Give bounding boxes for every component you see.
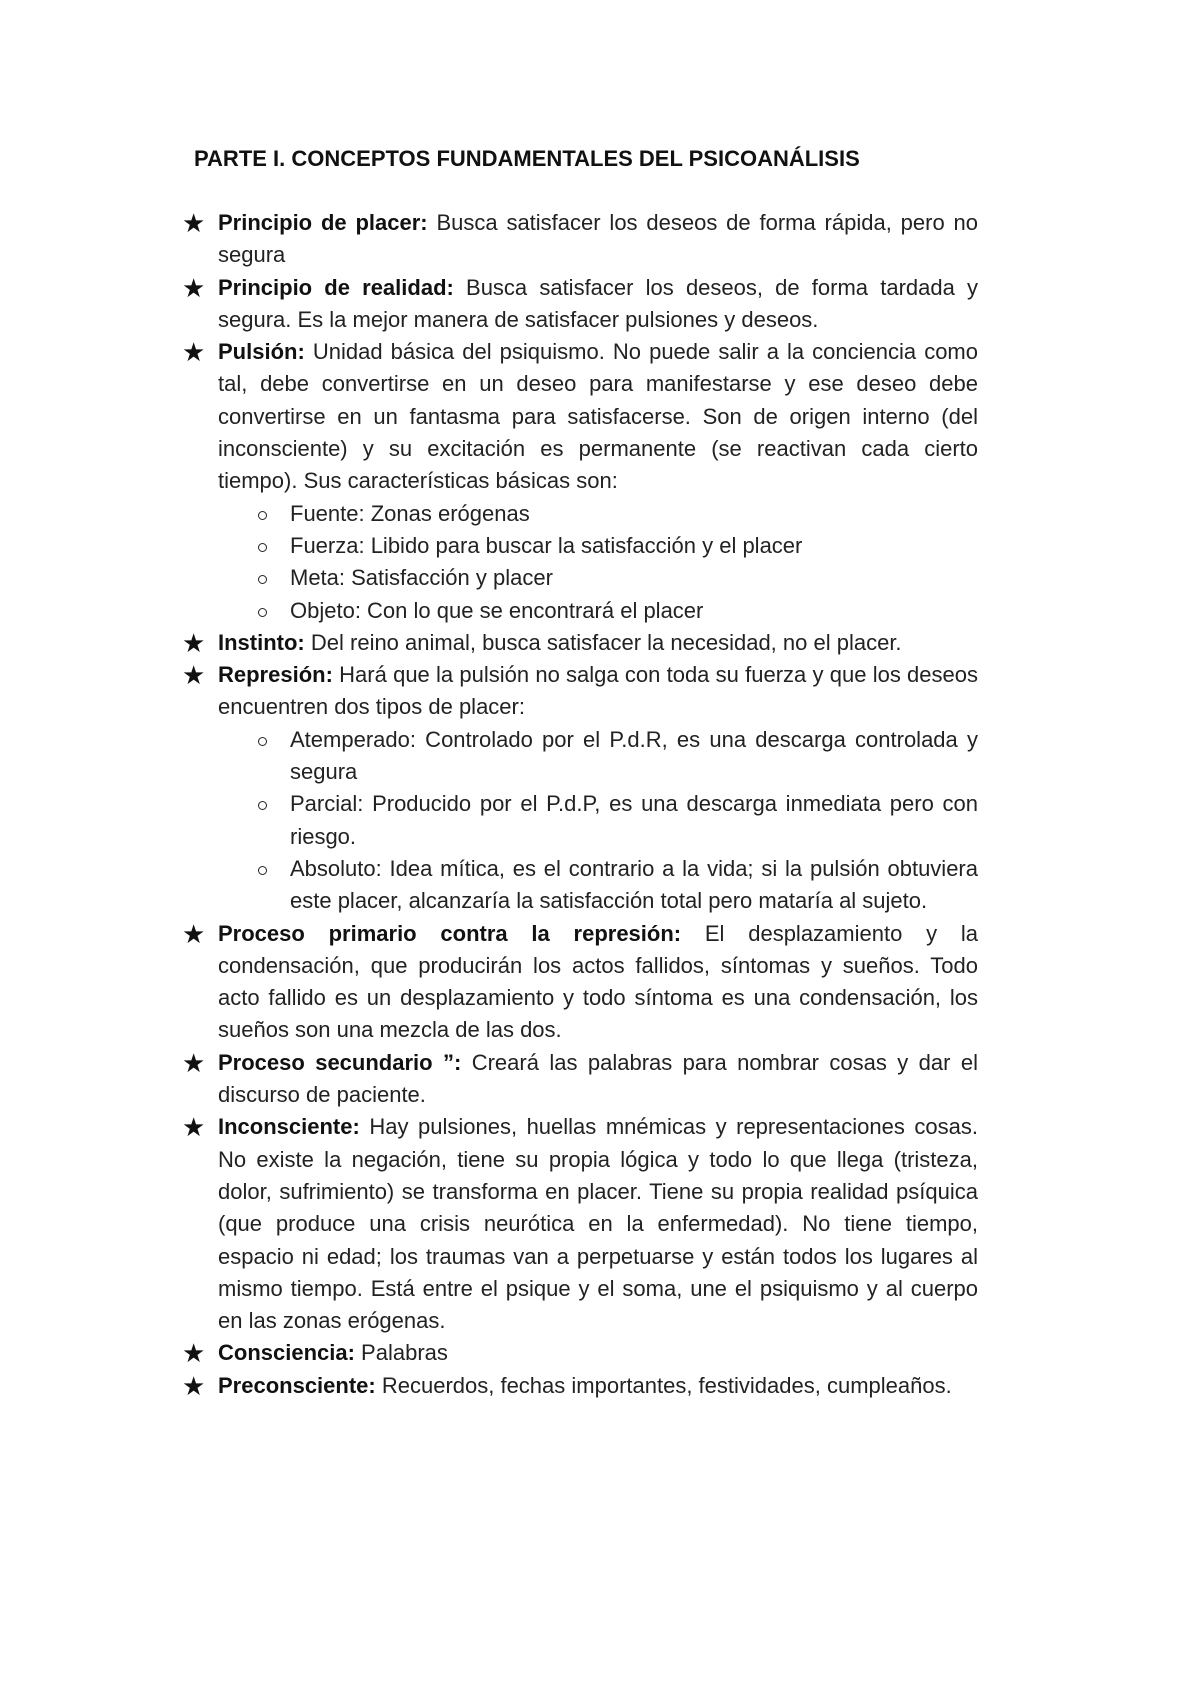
concept-definition: Busca satisfacer los deseos de forma rápida, pero no segura bbox=[218, 210, 978, 268]
concept-term: Principio de realidad: bbox=[218, 274, 454, 300]
list-item bbox=[182, 272, 979, 337]
concept-term: Inconsciente: bbox=[218, 1114, 360, 1140]
circle-bullet-icon bbox=[258, 737, 267, 746]
list-item bbox=[182, 1111, 978, 1337]
list-item bbox=[182, 627, 978, 659]
star-bullet-icon: ★ bbox=[182, 918, 206, 949]
list-item bbox=[182, 918, 978, 1047]
circle-bullet-icon bbox=[258, 575, 267, 584]
list-item bbox=[182, 207, 978, 272]
page-title: PARTE I. CONCEPTOS FUNDAMENTALES DEL PSICOANÁLISIS bbox=[194, 146, 860, 171]
list-item bbox=[182, 659, 978, 917]
concept-definition: El desplazamiento y la condensación, que producirán los actos fallidos, síntomas y sueños. Todo acto fallido es un desplazamiento y todo síntoma es una condensación, los sueños son una mezcla de las dos. bbox=[218, 920, 978, 1043]
concept-term: Instinto: bbox=[218, 629, 305, 655]
star-bullet-icon: ★ bbox=[182, 337, 206, 368]
concept-definition: Busca satisfacer los deseos, de forma tardada y segura. Es la mejor manera de satisfacer pulsiones y deseos. bbox=[218, 274, 979, 332]
sub-list-item: Atemperado: Controlado por el P.d.R, es una descarga controlada y segura bbox=[290, 724, 978, 789]
circle-bullet-icon bbox=[258, 543, 267, 552]
concept-definition: Recuerdos, fechas importantes, festividades, cumpleaños. bbox=[375, 1372, 952, 1398]
concept-definition: Creará las palabras para nombrar cosas y dar el discurso de paciente. bbox=[218, 1049, 978, 1108]
concept-term: Proceso primario contra la represión: bbox=[218, 920, 682, 946]
star-bullet-icon: ★ bbox=[182, 272, 206, 303]
star-bullet-icon: ★ bbox=[182, 1112, 206, 1143]
sub-list-item: Absoluto: Idea mítica, es el contrario a la vida; si la pulsión obtuviera este placer, alcanzaría la satisfacción total pero mataría al sujeto. bbox=[290, 853, 978, 918]
circle-bullet-icon bbox=[258, 608, 267, 617]
concept-term: Preconsciente: bbox=[218, 1372, 376, 1398]
concept-list bbox=[182, 207, 979, 1402]
sub-list bbox=[218, 498, 978, 627]
list-item bbox=[182, 1370, 978, 1402]
sub-list-item: Meta: Satisfacción y placer bbox=[290, 562, 978, 594]
concept-term: Principio de placer: bbox=[218, 210, 428, 235]
sub-list-item: Parcial: Producido por el P.d.P, es una descarga inmediata pero con riesgo. bbox=[290, 788, 978, 853]
list-item bbox=[182, 336, 978, 627]
concept-definition: Unidad básica del psiquismo. No puede salir a la conciencia como tal, debe convertirse en un deseo para manifestarse y ese deseo debe convertirse en un fantasma para satisfacerse. Son de origen interno (del inconsciente) y su excitación es permanente (se reactivan cada cierto tiempo). Sus características básicas son: bbox=[218, 339, 978, 494]
list-item bbox=[182, 1337, 978, 1369]
star-bullet-icon: ★ bbox=[182, 208, 206, 238]
concept-definition: Del reino animal, busca satisfacer la necesidad, no el placer. bbox=[304, 629, 902, 655]
star-bullet-icon: ★ bbox=[182, 1338, 206, 1369]
circle-bullet-icon bbox=[258, 801, 267, 810]
sub-list bbox=[218, 724, 978, 918]
sub-list-item: Fuente: Zonas erógenas bbox=[290, 498, 978, 530]
circle-bullet-icon bbox=[258, 511, 267, 520]
concept-term: Proceso secundario ”: bbox=[218, 1049, 462, 1075]
star-bullet-icon: ★ bbox=[182, 1047, 206, 1078]
star-bullet-icon: ★ bbox=[182, 1370, 206, 1401]
concept-term: Consciencia: bbox=[218, 1340, 355, 1366]
concept-definition: Hará que la pulsión no salga con toda su fuerza y que los deseos encuentren dos tipos de placer: bbox=[218, 662, 978, 720]
concept-definition: Palabras bbox=[354, 1340, 448, 1366]
concept-term: Pulsión: bbox=[218, 339, 305, 365]
list-item bbox=[182, 1047, 978, 1112]
circle-bullet-icon bbox=[258, 866, 267, 875]
sub-list-item: Fuerza: Libido para buscar la satisfacción y el placer bbox=[290, 530, 978, 562]
sub-list-item: Objeto: Con lo que se encontrará el placer bbox=[290, 595, 978, 627]
concept-definition: Hay pulsiones, huellas mnémicas y representaciones cosas. No existe la negación, tiene su propia lógica y todo lo que llega (tristeza, dolor, sufrimiento) se transforma en placer. Tiene su propia realidad psíquica (que produce una crisis neurótica en la enfermedad). No tiene tiempo, espacio ni edad; los traumas van a perpetuarse y están todos los lugares al mismo tiempo. Está entre el psique y el soma, une el psiquismo y al cuerpo en las zonas erógenas. bbox=[218, 1114, 978, 1334]
star-bullet-icon: ★ bbox=[182, 660, 206, 691]
star-bullet-icon: ★ bbox=[182, 627, 206, 658]
concept-term: Represión: bbox=[218, 662, 333, 688]
